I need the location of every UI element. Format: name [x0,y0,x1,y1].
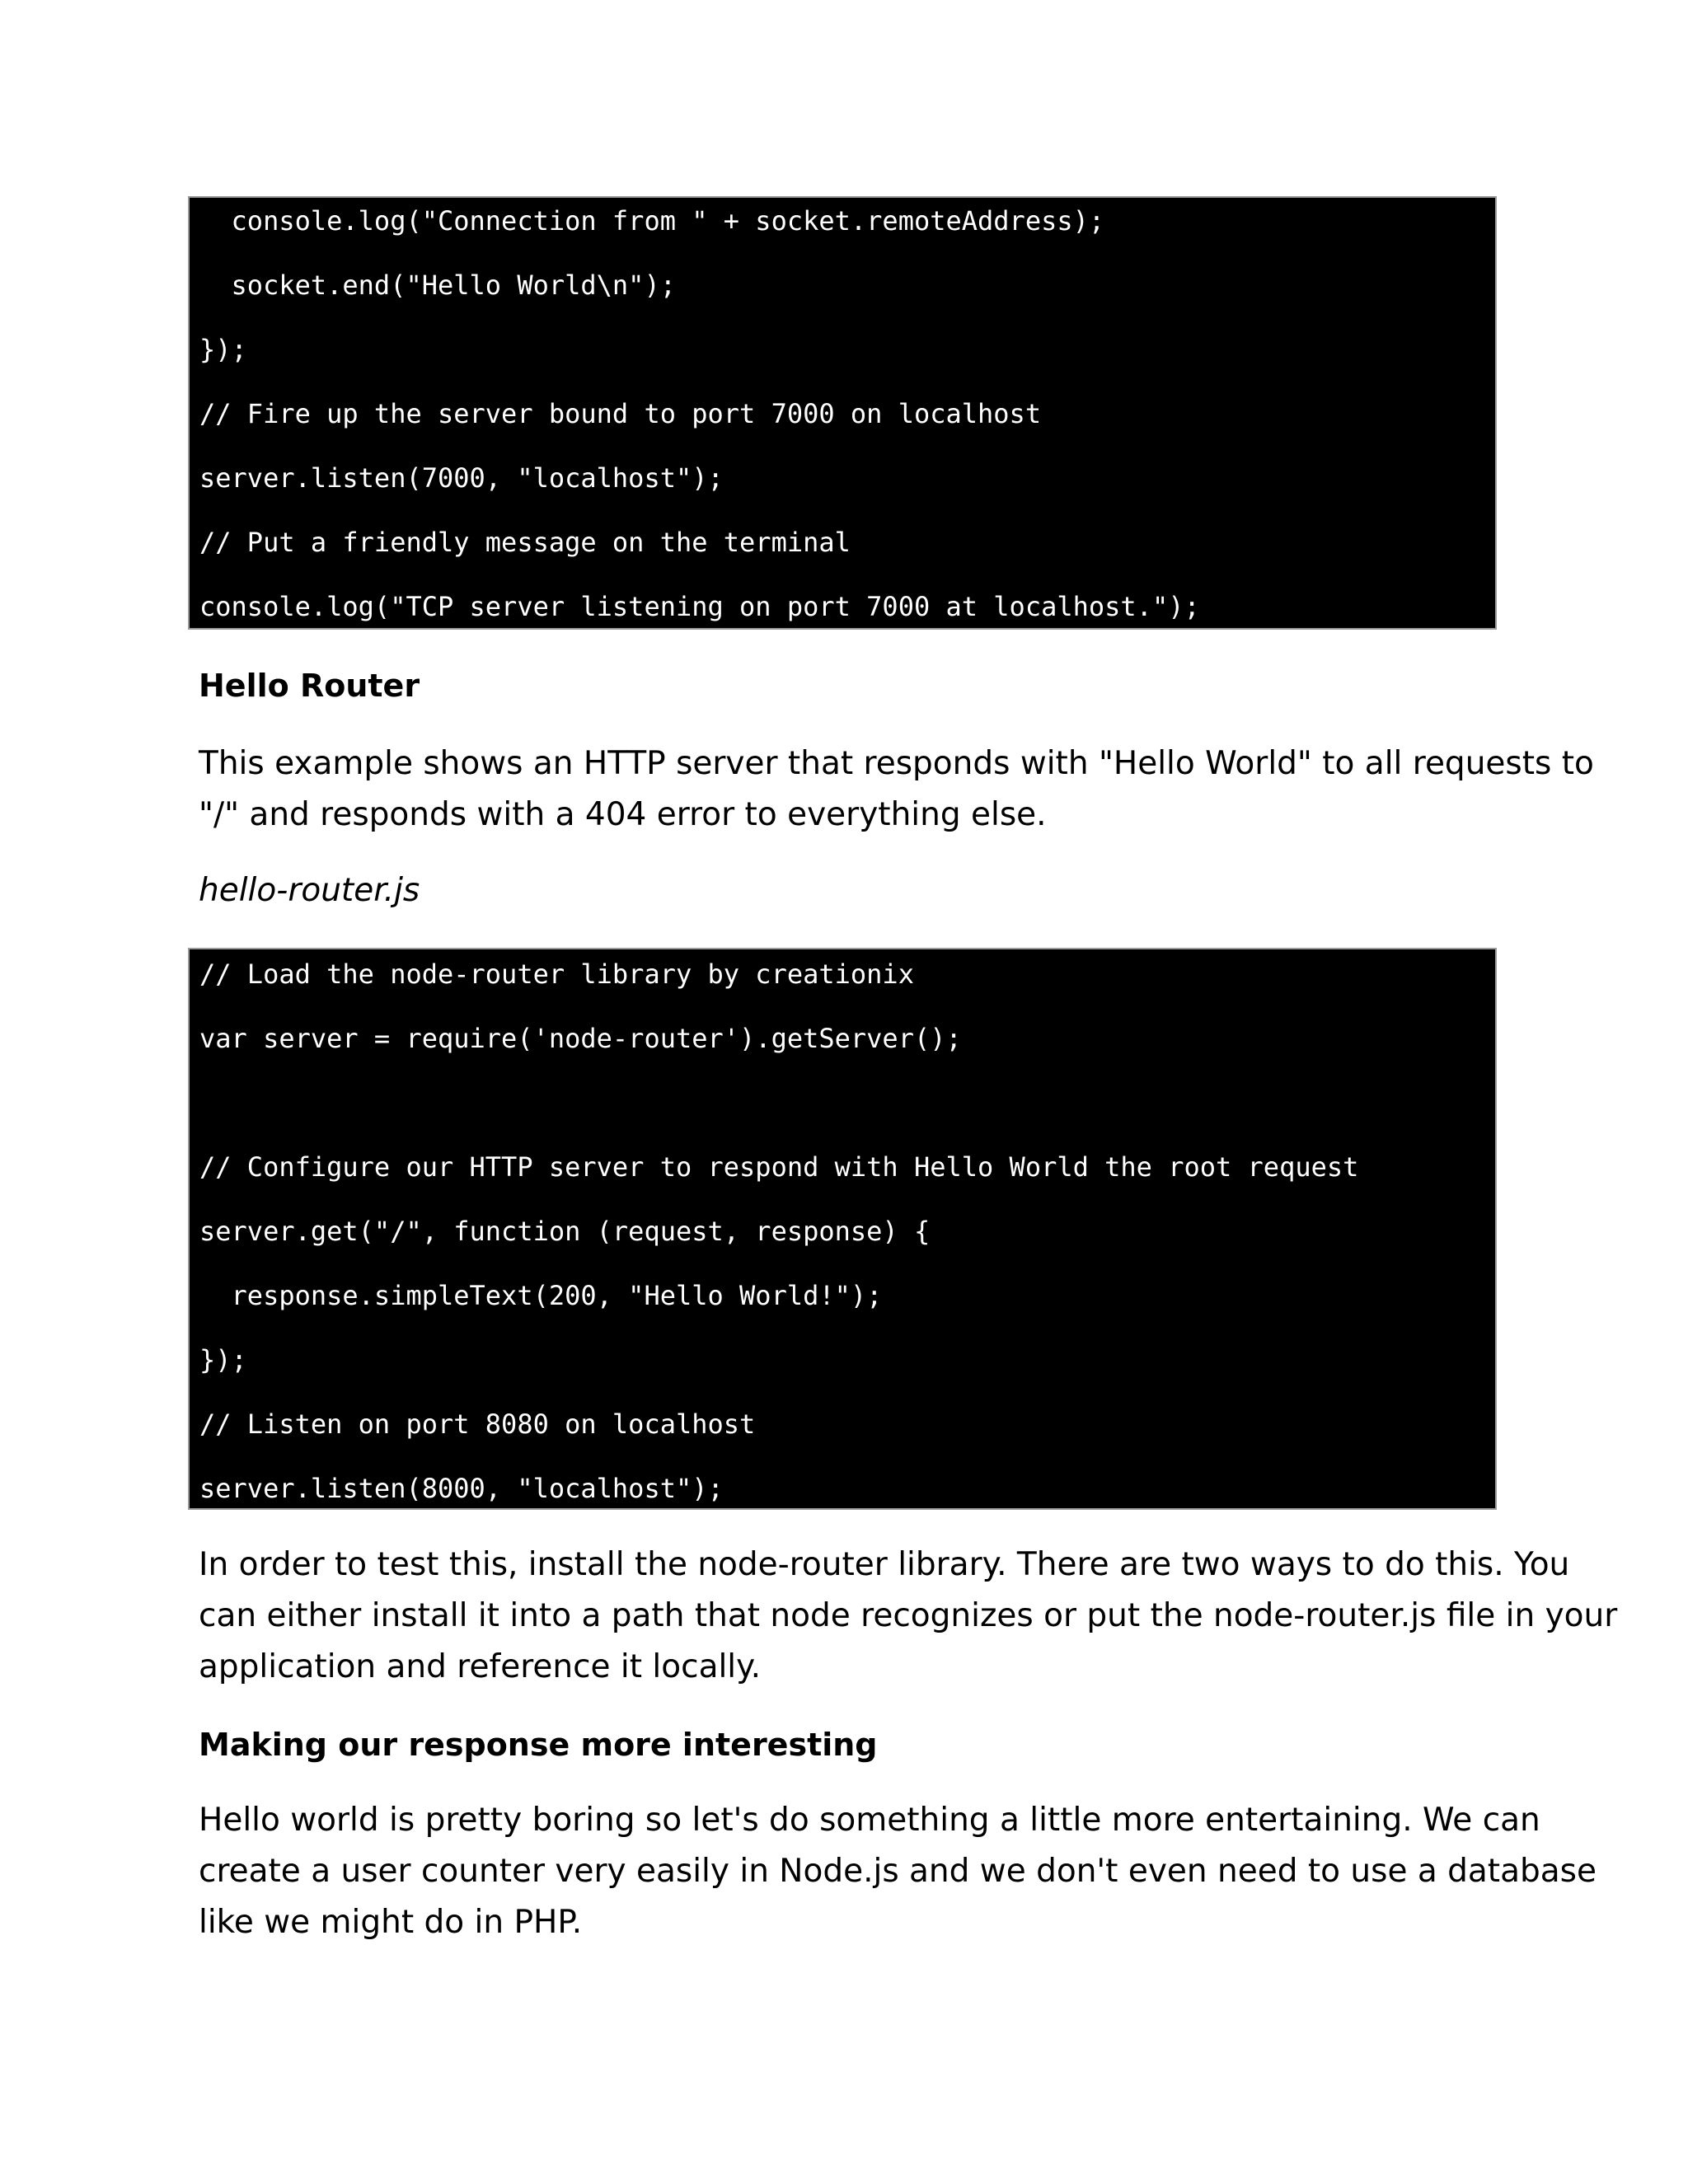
code-block-hello-router [188,948,1497,1510]
code-line: // Put a friendly message on the terminal [199,527,851,558]
paragraph-line: This example shows an HTTP server that responds with "Hello World" to all requests to [199,745,1594,782]
code-line: server.get("/", function (request, response) { [199,1216,931,1247]
section-heading-hello-router: Hello Router [199,668,420,704]
code-line: server.listen(8000, "localhost"); [199,1473,724,1504]
code-block-tcp-server [188,196,1497,630]
paragraph-line: "/" and responds with a 404 error to everything else. [199,796,1047,833]
code-filename: hello-router.js [199,872,420,909]
code-line: server.listen(7000, "localhost"); [199,462,724,494]
paragraph-line: Hello world is pretty boring so let's do something a little more entertaining. We can [199,1802,1540,1839]
code-line: console.log("Connection from " + socket.remoteAddress); [199,205,1105,237]
install-paragraph [199,1540,1618,1693]
code-line: response.simpleText(200, "Hello World!"); [199,1280,883,1311]
code-line: var server = require('node-router').getServer(); [199,1023,962,1054]
code-line: }); [199,1344,247,1376]
paragraph-line: like we might do in PHP. [199,1904,583,1941]
code-line: socket.end("Hello World\n"); [199,269,676,301]
paragraph-line: In order to test this, install the node-router library. There are two ways to do this. You [199,1546,1570,1583]
code-line: // Listen on port 8080 on localhost [199,1408,756,1440]
paragraph-line: create a user counter very easily in Node.js and we don't even need to use a database [199,1853,1597,1890]
code-line: }); [199,334,247,365]
code-line: console.log("TCP server listening on port 7000 at localhost."); [199,591,1200,622]
code-line: // Configure our HTTP server to respond with Hello World the root request [199,1151,1359,1183]
code-line: // Fire up the server bound to port 7000 on localhost [199,398,1042,429]
paragraph-line: application and reference it locally. [199,1648,762,1685]
paragraph-line: can either install it into a path that node recognizes or put the node-router.js file in your [199,1597,1618,1634]
intro-paragraph [199,738,1594,841]
counter-paragraph [199,1795,1597,1948]
code-line: // Load the node-router library by creationix [199,958,914,990]
section-heading-interesting: Making our response more interesting [199,1727,878,1763]
